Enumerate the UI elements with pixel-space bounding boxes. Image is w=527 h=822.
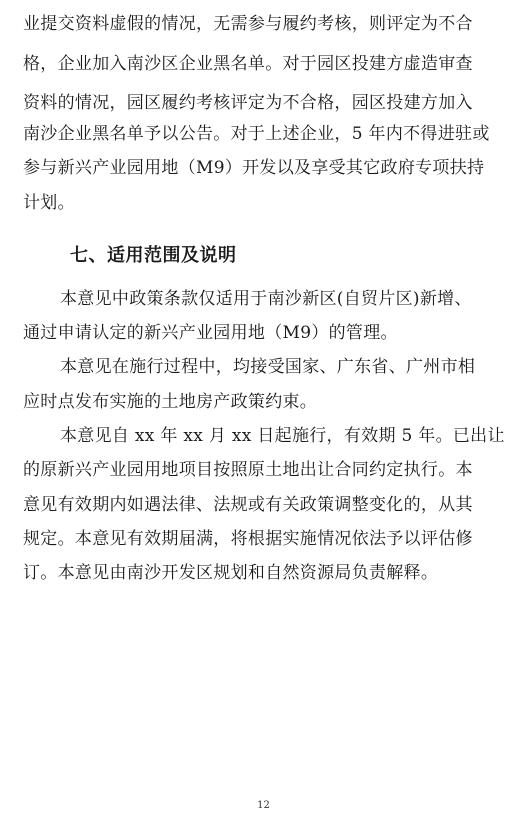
- paragraph-line: 本意见在施行过程中，均接受国家、广东省、广州市相: [60, 357, 476, 377]
- paragraph-line: 格，企业加入南沙区企业黑名单。对于园区投建方虚造审查: [23, 54, 473, 74]
- paragraph-line: 规定。本意见有效期届满，将根据实施情况依法予以评估修: [23, 529, 473, 549]
- section-heading: 七、适用范围及说明: [70, 245, 237, 266]
- paragraph-line: 资料的情况，园区履约考核评定为不合格，园区投建方加入: [23, 93, 473, 113]
- paragraph-line: 本意见中政策条款仅适用于南沙新区(自贸片区)新增、: [60, 289, 472, 309]
- paragraph-line: 南沙企业黑名单予以公告。对于上述企业，5 年内不得进驻或: [23, 124, 490, 144]
- paragraph-line: 应时点发布实施的土地房产政策约束。: [23, 392, 318, 412]
- paragraph-line: 的原新兴产业园用地项目按照原土地出让合同约定执行。本: [23, 460, 473, 480]
- paragraph-line: 通过申请认定的新兴产业园用地（M9）的管理。: [23, 323, 398, 343]
- paragraph-line: 意见有效期内如遇法律、法规或有关政策调整变化的，从其: [23, 495, 473, 515]
- paragraph-line: 订。本意见由南沙开发区规划和自然资源局负责解释。: [23, 563, 439, 583]
- paragraph-line: 参与新兴产业园用地（M9）开发以及享受其它政府专项扶持: [23, 158, 485, 178]
- paragraph-line: 计划。: [23, 193, 75, 213]
- page-number: 12: [257, 800, 270, 811]
- paragraph-line: 本意见自 xx 年 xx 月 xx 日起施行，有效期 5 年。已出让: [60, 426, 505, 446]
- paragraph-line: 业提交资料虚假的情况，无需参与履约考核，则评定为不合: [23, 14, 473, 34]
